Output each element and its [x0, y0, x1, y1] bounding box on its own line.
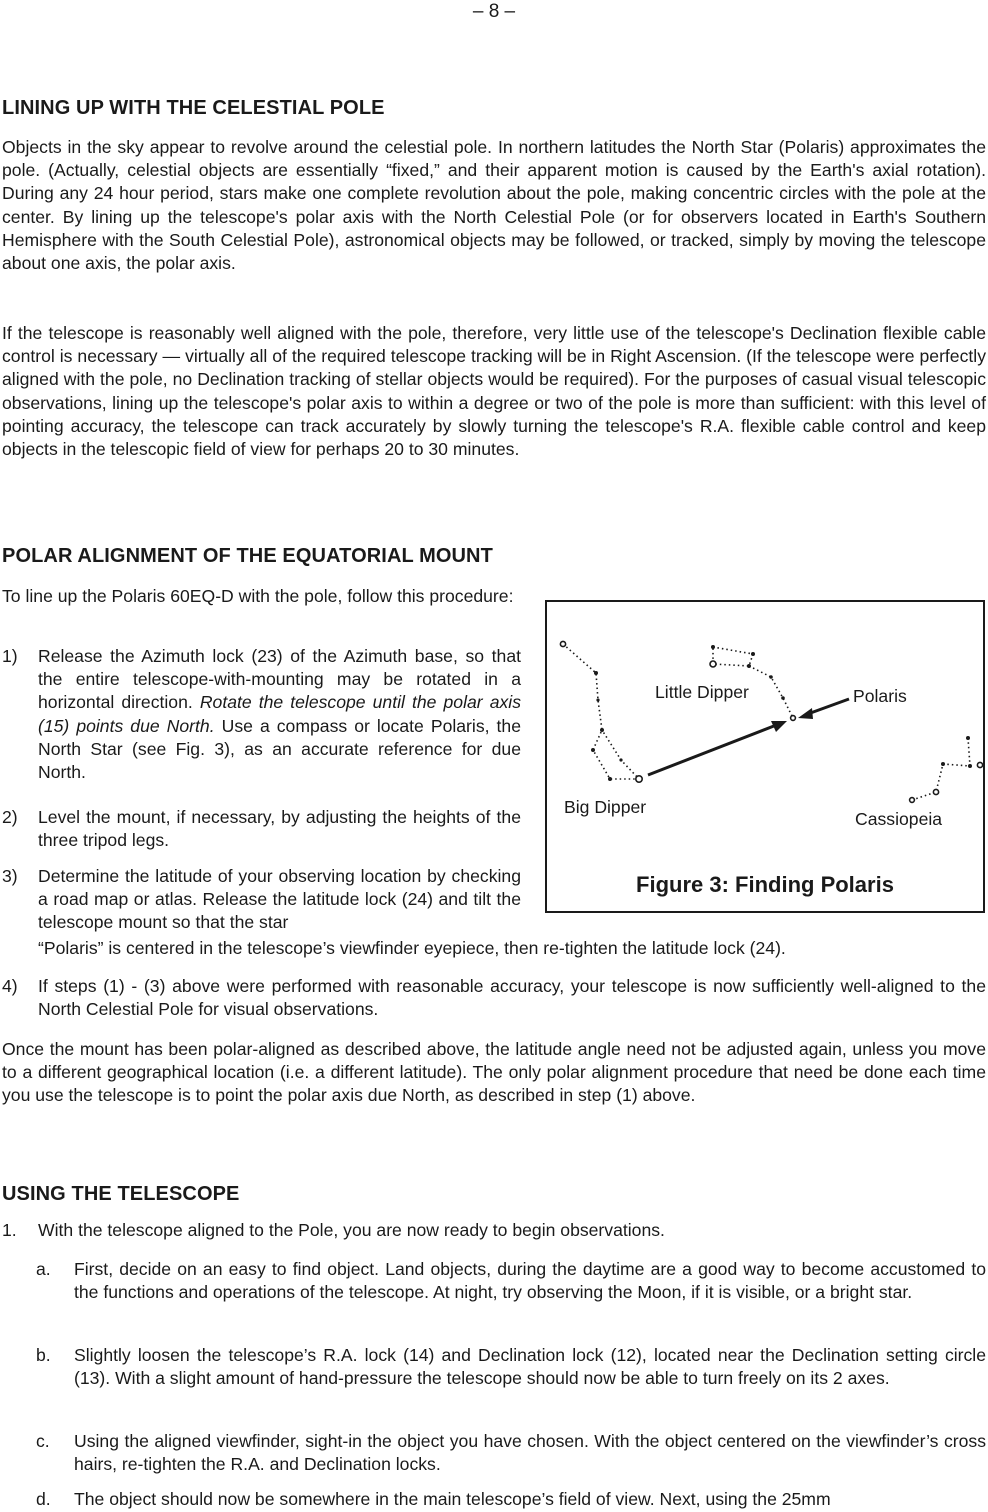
star-cassiopeia-end — [910, 798, 915, 803]
list-number: 4) — [2, 976, 18, 996]
page-number: – 8 – — [472, 1, 516, 22]
star-cassiopeia-corner — [977, 762, 982, 767]
star-little-dipper — [769, 675, 773, 679]
sub-item-text: Using the aligned viewfinder, sight-in the object you have chosen. With the object centered on the viewfinder’s cross hairs, re-tighten the R.A. and Declination locks. — [74, 1431, 986, 1475]
star-big-dipper — [600, 728, 604, 732]
star-little-dipper — [747, 664, 751, 668]
list-item-text: Level the mount, if necessary, by adjusting the heights of the three tripod legs. — [38, 807, 521, 851]
star-big-dipper-handle-end — [560, 641, 565, 646]
star-little-dipper — [781, 696, 785, 700]
list-number: 1. — [2, 1220, 17, 1240]
emphasis-text: Rotate the telescope until the polar axis (15) points due North. — [38, 692, 521, 736]
sub-item-letter: c. — [36, 1431, 50, 1451]
list-item-step-2 — [2, 806, 521, 854]
star-cassiopeia — [941, 762, 945, 766]
section-heading-polar-alignment: POLAR ALIGNMENT OF THE EQUATORIAL MOUNT — [2, 545, 493, 567]
paragraph-alignment-intro: To line up the Polaris 60EQ-D with the pole, follow this procedure: — [2, 586, 514, 606]
list-number: 2) — [2, 807, 18, 827]
label-cassiopeia: Cassiopeia — [855, 809, 943, 829]
star-big-dipper-bowl — [636, 776, 642, 782]
paragraph-declination-tracking: If the telescope is reasonably well aligned with the pole, therefore, very little use of the telescope's Declination flexible cable control is necessary — virtually all of the required telescope tracking will be in Right Ascension. (If the telescope were perfectly aligned with the pole, no Declination tracking of stellar objects would be required). For the purposes of casual visual telescopic observations, lining up the telescope's polar axis to within a degree or two of the pole is more than sufficient: with this level of pointing accuracy, the telescope can track accurately by slowly turning the telescope's R.A. flexible cable control and keep objects in the telescopic field of view for perhaps 20 to 30 minutes. — [2, 323, 986, 460]
sub-item-text: Slightly loosen the telescope’s R.A. lock (14) and Declination lock (12), located near the Declination setting circle (13). With a slight amount of hand-pressure the telescope should now be able to turn freely on its 2 axes. — [74, 1345, 986, 1389]
figure-finding-polaris — [545, 600, 985, 913]
list-item-text: Determine the latitude of your observing location by checking a road map or atlas. Release the latitude lock (24) and tilt the telescope mount so that the star — [38, 866, 521, 933]
star-cassiopeia — [968, 764, 972, 768]
pointer-arrowhead-polaris — [798, 708, 813, 719]
list-number: 1) — [2, 646, 18, 666]
star-little-dipper — [751, 652, 755, 656]
star-polaris — [791, 716, 796, 721]
sub-item-text: The object should now be somewhere in the main telescope’s field of view. Next, using the 25mm — [74, 1489, 831, 1509]
star-big-dipper — [591, 748, 595, 752]
star-big-dipper — [619, 758, 622, 761]
list-item-step-1 — [2, 645, 521, 790]
sub-item-d — [36, 1488, 986, 1512]
constellation-lines — [563, 644, 970, 800]
list-item-text: Release the Azimuth lock (23) of the Azimuth base, so that the entire telescope-with-mounting may be rotated in a horizontal direction. Rotate the telescope until the polar axis (15) points due North. Use a compass or locate Polaris, the North Star (see Fig. 3), as an accurate reference for due North. — [38, 646, 521, 783]
cassiopeia-line — [912, 738, 970, 800]
section-heading-celestial-pole: LINING UP WITH THE CELESTIAL POLE — [2, 97, 385, 119]
sub-item-a — [36, 1258, 986, 1330]
sub-item-text: First, decide on an easy to find object. Land objects, during the daytime are a good way to become accustomed to the functions and operations of the telescope. At night, try observing the Moon, if it is visible, or a bright star. — [74, 1259, 986, 1303]
sub-item-letter: a. — [36, 1259, 51, 1279]
list-number: 3) — [2, 866, 18, 886]
pointer-arrow-big-dipper — [648, 724, 779, 775]
star-little-dipper — [711, 645, 715, 649]
label-polaris: Polaris — [853, 686, 907, 706]
star-big-dipper — [596, 698, 599, 701]
list-item-1 — [2, 1219, 986, 1243]
star-chart — [547, 602, 987, 915]
little-dipper-handle — [749, 666, 793, 718]
star-big-dipper — [608, 777, 612, 781]
big-dipper-line — [563, 644, 639, 779]
little-dipper-line — [713, 647, 753, 666]
label-big-dipper: Big Dipper — [564, 797, 647, 817]
list-item-text-continued: “Polaris” is centered in the telescope’s viewfinder eyepiece, then re-tighten the latitude lock (24). — [38, 938, 786, 958]
sub-item-letter: d. — [36, 1489, 51, 1509]
list-item-text: If steps (1) - (3) above were performed with reasonable accuracy, your telescope is now sufficiently well-aligned to the North Celestial Pole for visual observations. — [38, 976, 986, 1020]
paragraph-celestial-pole-intro: Objects in the sky appear to revolve around the celestial pole. In northern latitudes the North Star (Polaris) approximates the pole. (Actually, celestial objects are essentially “fixed,” and their apparent motion is caused by the Earth's axial rotation). During any 24 hour period, stars make one complete revolution about the pole, making concentric circles with the pole at the center. By lining up the telescope's polar axis with the North Celestial Pole (or for observers located in Earth's Southern Hemisphere with the South Celestial Pole), astronomical objects may be followed, or tracked, simply by moving the telescope about one axis, the polar axis. — [2, 137, 986, 274]
section-heading-using-telescope: USING THE TELESCOPE — [2, 1183, 240, 1205]
star-little-dipper-bowl — [710, 661, 716, 667]
sub-item-b — [36, 1344, 986, 1416]
star-big-dipper — [594, 671, 598, 675]
list-item-text: With the telescope aligned to the Pole, you are now ready to begin observations. — [38, 1220, 665, 1240]
paragraph-alignment-closing: Once the mount has been polar-aligned as described above, the latitude angle need not be adjusted again, unless you move to a different geographical location (i.e. a different latitude). The only polar alignment procedure that need be done each time you use the telescope is to point the polar axis due North, as described in step (1) above. — [2, 1039, 986, 1106]
sub-item-letter: b. — [36, 1345, 51, 1365]
star-cassiopeia-bright — [933, 789, 938, 794]
label-little-dipper: Little Dipper — [655, 682, 749, 702]
figure-caption: Figure 3: Finding Polaris — [636, 872, 894, 897]
star-cassiopeia — [966, 736, 970, 740]
sub-item-c — [36, 1430, 986, 1478]
list-item-step-4 — [2, 975, 986, 1023]
